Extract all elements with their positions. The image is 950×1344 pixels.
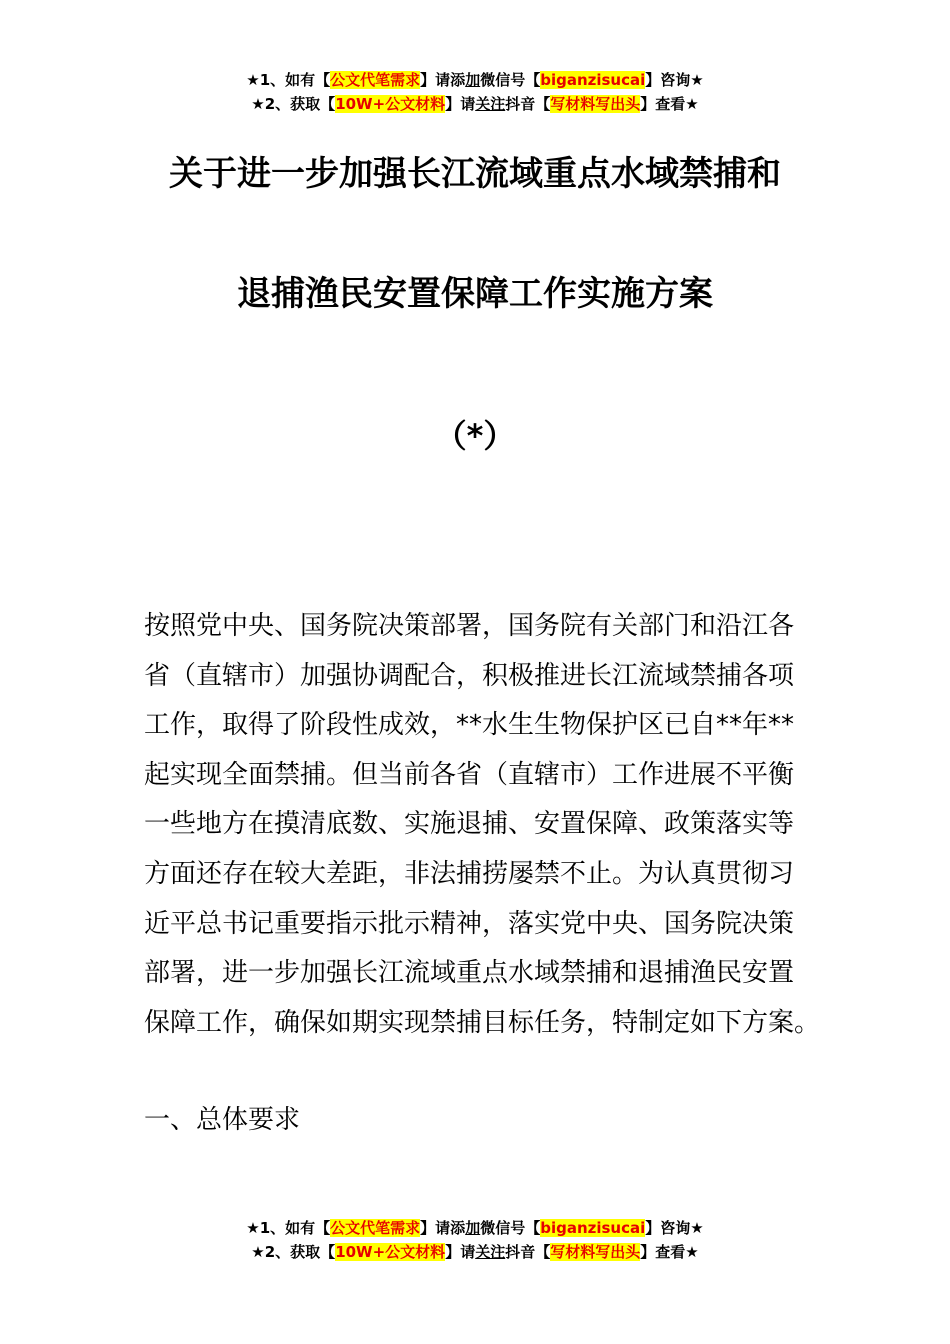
body-paragraph <box>144 602 821 1048</box>
notice-text: 】咨询★ <box>645 71 704 89</box>
underlined-text: 关注 <box>475 1243 506 1261</box>
notice-text: 】请添 <box>420 1219 466 1237</box>
paragraph-line: 按照党中央、国务院决策部署，国务院有关部门和沿江各 <box>144 611 795 641</box>
highlight-materials: 10W+公文材料 <box>335 1243 446 1261</box>
highlight-materials: 10W+公文材料 <box>335 95 446 113</box>
section-heading: 一、总体要求 <box>144 1105 301 1135</box>
header-notice-line-1 <box>0 68 950 92</box>
paragraph-line: 方面还存在较大差距，非法捕捞屡禁不止。为认真贯彻习 <box>144 858 795 889</box>
footer-notice <box>0 1216 950 1264</box>
notice-text: 微信号【 <box>480 71 541 89</box>
highlight-wechat-id: biganzisucai <box>540 1219 646 1237</box>
header-notice <box>0 68 950 116</box>
highlight-douyin-account: 写材料写出头 <box>550 95 641 113</box>
notice-text: 】查看★ <box>640 1243 699 1261</box>
footer-notice-line-2 <box>0 1240 950 1264</box>
paragraph-line: 起实现全面禁捕。但当前各省（直辖市）工作进展不平衡 <box>144 759 795 790</box>
highlight-douyin-account: 写材料写出头 <box>550 1243 641 1261</box>
paragraph-line: 工作，取得了阶段性成效，**水生生物保护区已自**年** <box>144 710 795 741</box>
notice-text: 】咨询★ <box>645 1219 704 1237</box>
notice-text: 】请 <box>445 1243 476 1261</box>
notice-text: ★1、如有【 <box>246 1219 331 1237</box>
underlined-text: 加 <box>465 71 481 89</box>
document-subtitle: （*） <box>434 417 516 455</box>
notice-text: 】请添 <box>420 71 466 89</box>
highlight-service: 公文代笔需求 <box>330 71 421 89</box>
underlined-text: 加 <box>465 1219 481 1237</box>
header-notice-line-2 <box>0 92 950 116</box>
notice-text: 抖音【 <box>505 1243 551 1261</box>
document-title-line-2: 退捕渔民安置保障工作实施方案 <box>237 274 713 314</box>
paragraph-line: 省（直辖市）加强协调配合，积极推进长江流域禁捕各项 <box>144 660 795 691</box>
highlight-service: 公文代笔需求 <box>330 1219 421 1237</box>
notice-text: 】请 <box>445 95 476 113</box>
paragraph-line: 保障工作，确保如期实现禁捕目标任务，特制定如下方案。 <box>144 1007 821 1038</box>
paragraph-line: 近平总书记重要指示批示精神，落实党中央、国务院决策 <box>144 908 795 939</box>
notice-text: 】查看★ <box>640 95 699 113</box>
notice-text: ★2、获取【 <box>251 95 336 113</box>
underlined-text: 关注 <box>475 95 506 113</box>
highlight-wechat-id: biganzisucai <box>540 71 646 89</box>
paragraph-line: 部署，进一步加强长江流域重点水域禁捕和退捕渔民安置 <box>144 958 795 989</box>
notice-text: ★2、获取【 <box>251 1243 336 1261</box>
document-title-line-1: 关于进一步加强长江流域重点水域禁捕和 <box>169 154 781 194</box>
notice-text: 抖音【 <box>505 95 551 113</box>
notice-text: ★1、如有【 <box>246 71 331 89</box>
footer-notice-line-1 <box>0 1216 950 1240</box>
notice-text: 微信号【 <box>480 1219 541 1237</box>
paragraph-line: 一些地方在摸清底数、实施退捕、安置保障、政策落实等 <box>144 809 795 840</box>
